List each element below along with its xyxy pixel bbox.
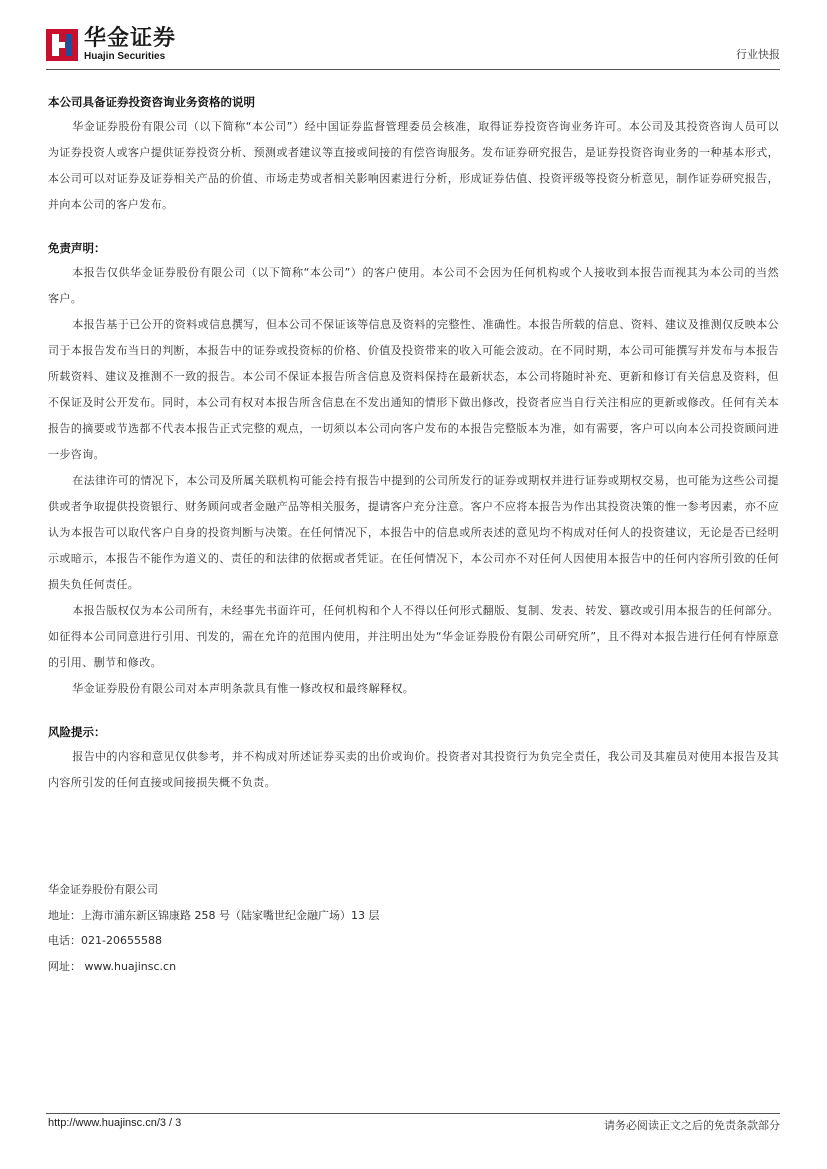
paragraph: 本报告基于已公开的资料或信息撰写，但本公司不保证该等信息及资料的完整性、准确性。本报告所载的信息、资料、建议及推测仅反映本公司于本报告发布当日的判断，本报告中的证券或投资标的价格、价值及投资带来的收入可能会波动。在不同时期，本公司可能撰写并发布与本报告所载资料、建议及推测不一致的报告。本公司不保证本报告所含信息及资料保持在最新状态，本公司将随时补充、更新和修订有关信息及资料，但不保证及时公开发布。同时，本公司有权对本报告所含信息在不发出通知的情形下做出修改，投资者应当自行关注相应的更新或修改。任何有关本报告的摘要或节选都不代表本报告正式完整的观点，一切须以本公司向客户发布的本报告完整版本为准，如有需要，客户可以向本公司投资顾问进一步咨询。	[48, 318, 779, 461]
footer-divider	[46, 1113, 780, 1114]
contact-block	[48, 877, 379, 979]
company-website: 网址： www.huajinsc.cn	[48, 959, 177, 973]
paragraph: 本报告版权仅为本公司所有，未经事先书面许可，任何机构和个人不得以任何形式翻版、复制、发表、转发、篡改或引用本报告的任何部分。如征得本公司同意进行引用、刊发的，需在允许的范围内使用，并注明出处为“华金证券股份有限公司研究所”，且不得对本报告进行任何有悖原意的引用、删节和修改。	[48, 604, 779, 669]
section-title: 风险提示：	[48, 725, 106, 739]
company-phone: 电话：021-20655588	[48, 934, 162, 947]
paragraph: 报告中的内容和意见仅供参考，并不构成对所述证券买卖的出价或询价。投资者对其投资行为负完全责任，我公司及其雇员对使用本报告及其内容所引发的任何直接或间接损失概不负责。	[48, 750, 779, 789]
header-divider	[46, 69, 780, 70]
huajin-logo-icon	[46, 29, 78, 61]
qualification-section	[48, 94, 779, 218]
footer-notice: 请务必阅读正文之后的免责条款部分	[604, 1119, 780, 1132]
paragraph: 华金证券股份有限公司对本声明条款具有惟一修改权和最终解释权。	[72, 682, 415, 695]
disclaimer-section	[48, 240, 779, 702]
logo-text-cn: 华金证券	[84, 26, 177, 51]
logo-text-en: Huajin Securities	[84, 51, 166, 62]
company-name: 华金证券股份有限公司	[48, 883, 158, 896]
section-title: 本公司具备证券投资咨询业务资格的说明	[48, 95, 255, 109]
paragraph: 本报告仅供华金证券股份有限公司（以下简称“本公司”）的客户使用。本公司不会因为任何机构或个人接收到本报告而视其为本公司的当然客户。	[48, 266, 779, 305]
paragraph: 在法律许可的情况下，本公司及所属关联机构可能会持有报告中提到的公司所发行的证券或期权并进行证券或期权交易，也可能为这些公司提供或者争取提供投资银行、财务顾问或者金融产品等相关服务，提请客户充分注意。客户不应将本报告为作出其投资决策的惟一参考因素，亦不应认为本报告可以取代客户自身的投资判断与决策。在任何情况下，本报告中的信息或所表述的意见均不构成对任何人的投资建议，无论是否已经明示或暗示，本报告不能作为道义的、责任的和法律的依据或者凭证。在任何情况下，本公司亦不对任何人因使用本报告中的任何内容所引致的任何损失负任何责任。	[48, 474, 779, 591]
risk-section	[48, 724, 779, 796]
report-type-label: 行业快报	[736, 48, 780, 61]
document-body	[48, 94, 779, 818]
page-header	[46, 26, 780, 70]
section-title: 免责声明：	[48, 241, 106, 255]
footer-url-page: http://www.huajinsc.cn/3 / 3	[48, 1117, 182, 1129]
company-address: 地址：上海市浦东新区锦康路 258 号（陆家嘴世纪金融广场）13 层	[48, 908, 380, 922]
paragraph: 华金证券股份有限公司（以下简称“本公司”）经中国证券监督管理委员会核准，取得证券投资咨询业务许可。本公司及其投资咨询人员可以为证券投资人或客户提供证券投资分析、预测或者建议等直接或间接的有偿咨询服务。发布证券研究报告，是证券投资咨询业务的一种基本形式，本公司可以对证券及证券相关产品的价值、市场走势或者相关影响因素进行分析，形成证券估值、投资评级等投资分析意见，制作证券研究报告，并向本公司的客户发布。	[48, 120, 779, 211]
